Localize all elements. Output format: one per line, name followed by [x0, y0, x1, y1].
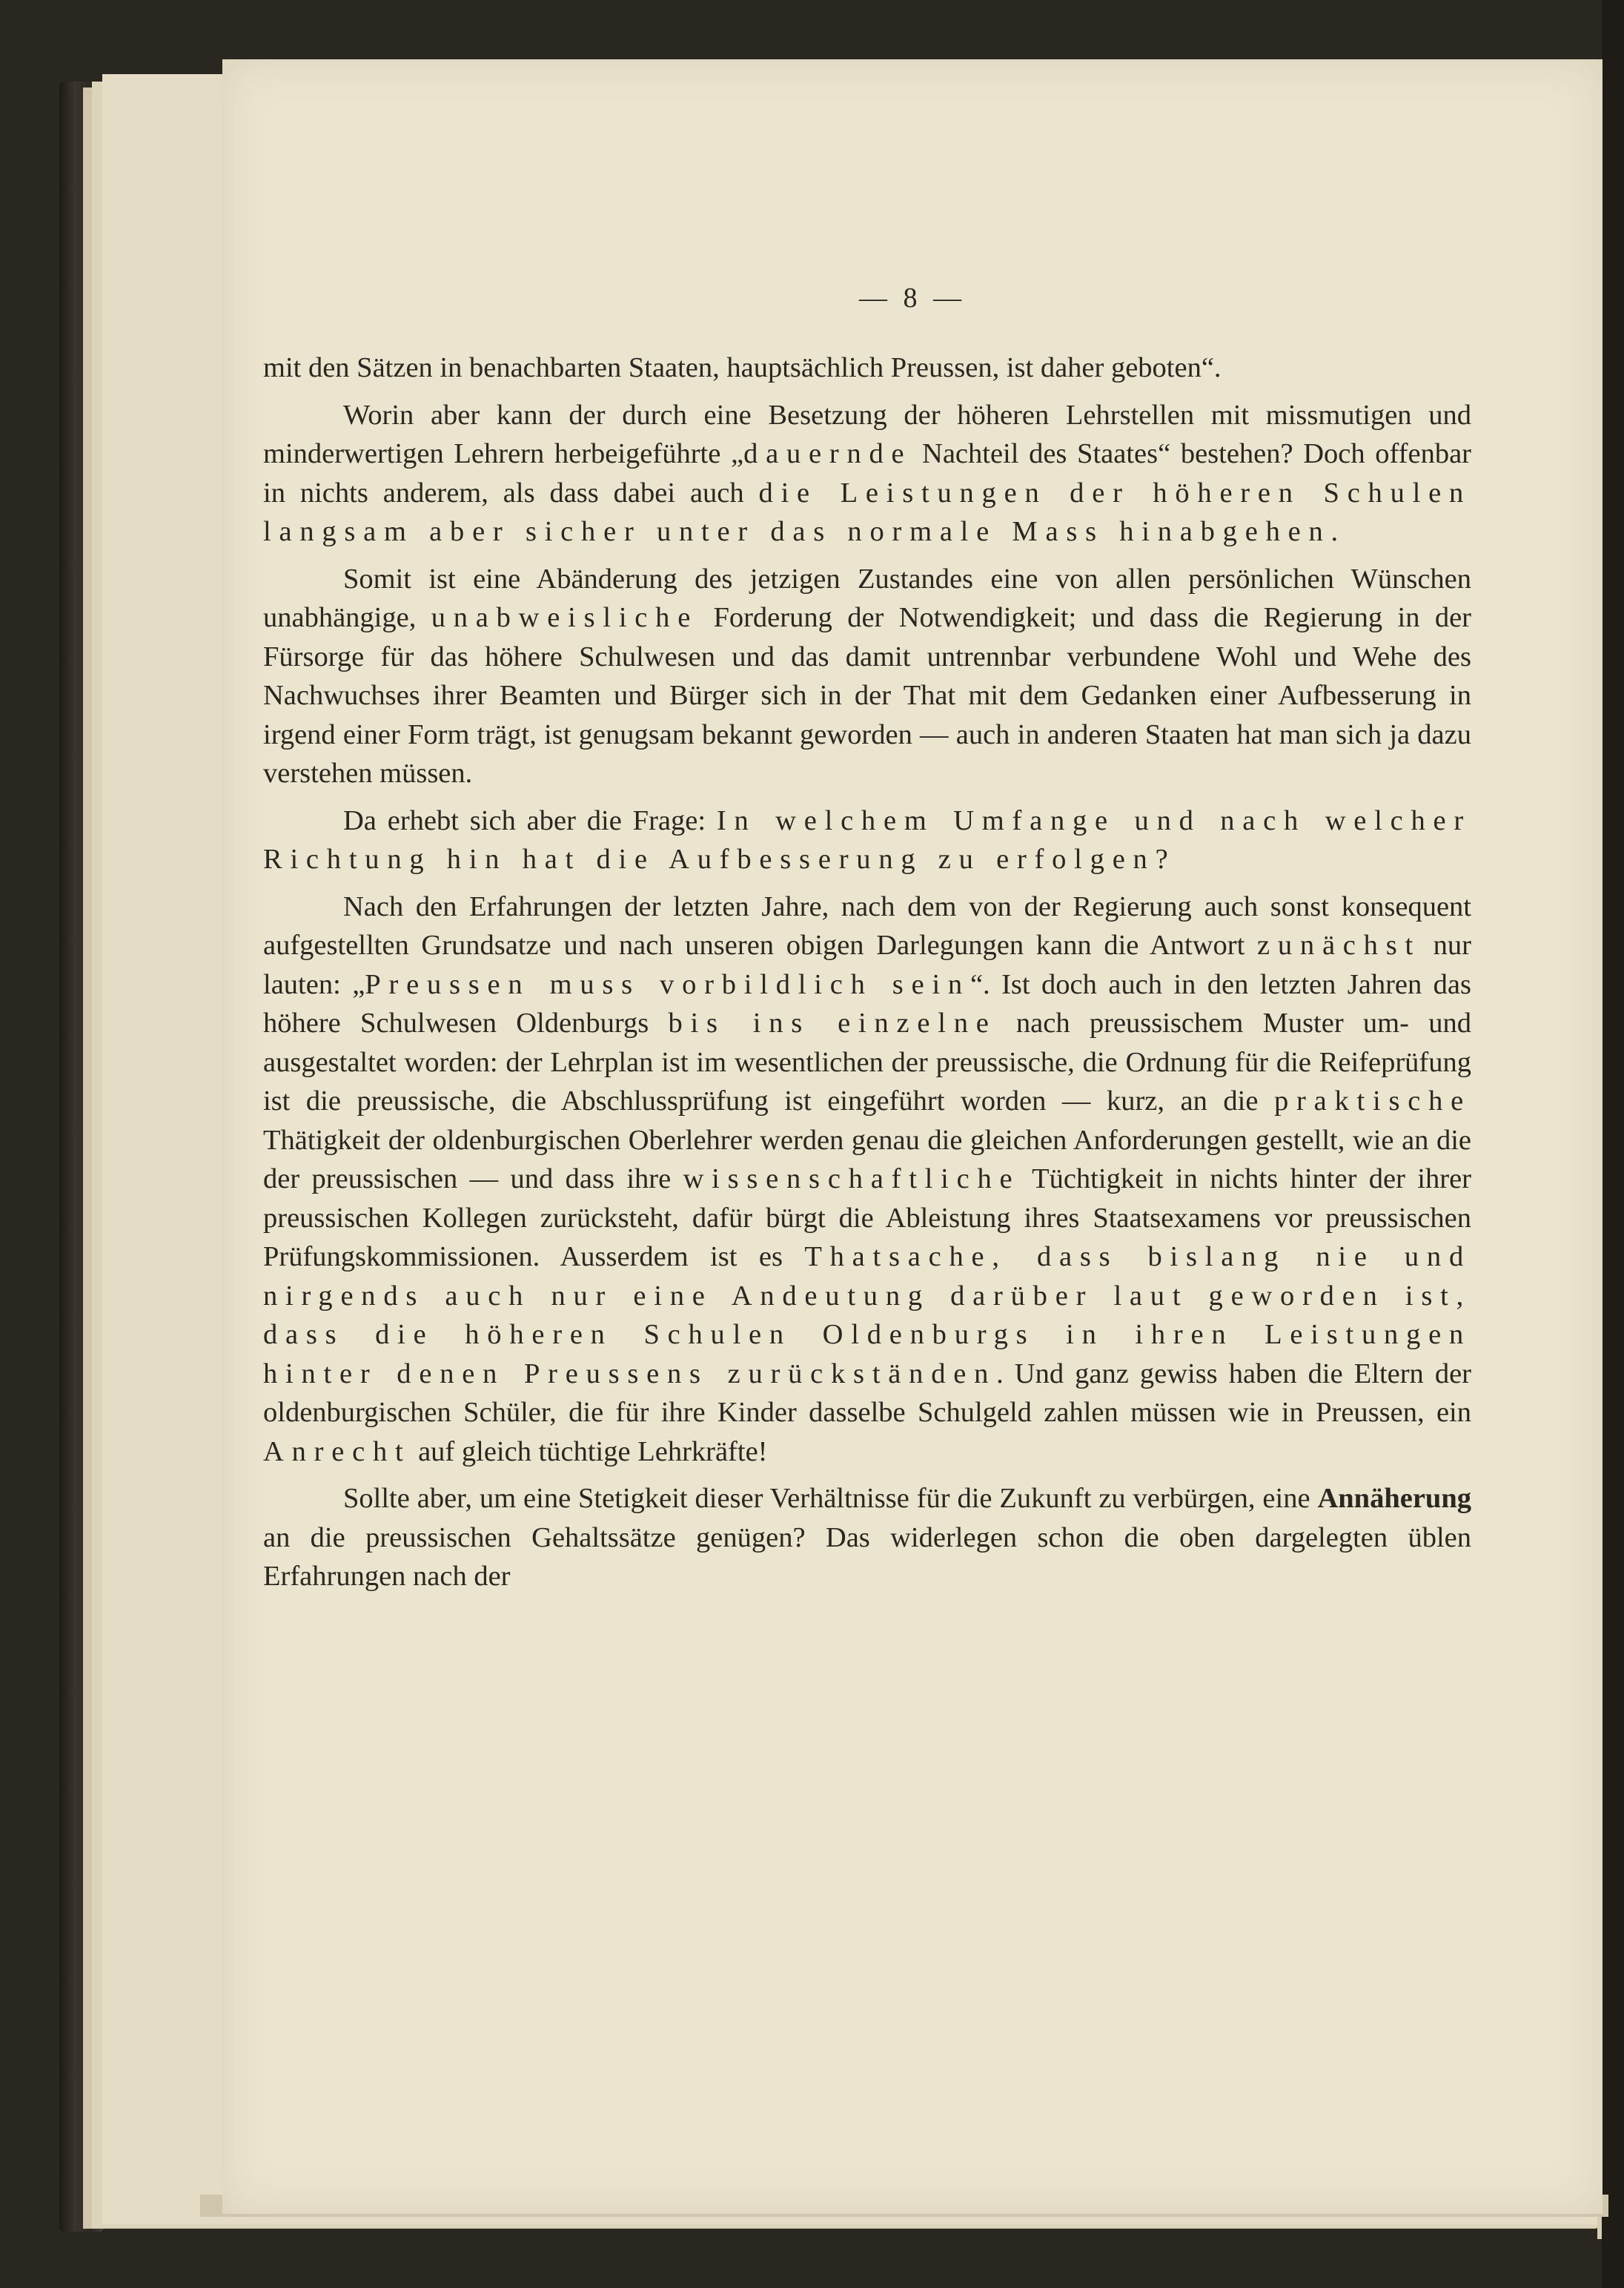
text-run: nur lauten: „	[263, 930, 1471, 1000]
text-run: Worin aber kann der durch eine Besetzung der höheren Lehrstellen mit missmutigen und minderwertigen Lehrern herbeigeführte „	[263, 399, 1471, 469]
text-run: . Und ganz gewiss haben die Eltern der oldenburgischen Schüler, die für ihre Kinder dasselbe Schulgeld zahlen müssen wie in Preussen, ein	[263, 1358, 1471, 1428]
emphasized-text: Thatsache, dass bislang nie und nirgends auch nur eine Andeutung darüber laut geworden ist, dass die höheren Schulen Oldenburgs in ihren Leistungen hinter denen Preussens zurückständen	[263, 1241, 1471, 1389]
text-run: Nach den Erfahrungen der letzten Jahre, nach dem von der Regierung auch sonst konsequent aufgestellten Grundsatze und nach unseren obigen Darlegungen kann die Antwort	[263, 890, 1471, 961]
emphasized-text: Anrecht	[263, 1435, 411, 1467]
paragraph	[263, 887, 1471, 1472]
text-run: .	[1330, 516, 1339, 547]
text-run: “. Ist doch auch in den letzten Jahren das höhere Schulwesen Oldenburgs	[263, 968, 1471, 1039]
text-run: Nachteil des Staates“ bestehen? Doch offenbar in nichts anderem, als dass dabei auch	[263, 438, 1471, 509]
paragraph	[263, 396, 1471, 552]
text-run: Sollte aber, um eine Stetigkeit dieser Verhältnisse für die Zukunft zu verbürgen, eine	[343, 1483, 1318, 1514]
text-run: Somit ist eine Abänderung des jetzigen Zustandes eine von allen persönlichen Wünschen unabhängige,	[263, 563, 1471, 633]
bold-text: Annäherung	[1317, 1483, 1471, 1514]
text-run: nach preussischem Muster um- und ausgestaltet worden: der Lehrplan ist im wesentlichen der preussische, die Ordnung für die Reifeprüfung ist die preussische, die Abschlussprüfung ist eingeführt worden — kurz, an die	[263, 1008, 1471, 1117]
text-run: Forderung der Notwendigkeit; und dass die Regierung in der Fürsorge für das höhere Schulwesen und das damit untrennbar verbundene Wohl und Wehe des Nachwuchses ihrer Beamten und Bürger sich in der That mit dem Gedanken einer Aufbesserung in irgend einer Form trägt, ist genugsam bekannt geworden — auch in anderen Staaten hat man sich ja dazu verstehen müssen.	[263, 602, 1471, 789]
text-run: mit den Sätzen in benachbarten Staaten, hauptsächlich Preussen, ist daher geboten“.	[263, 352, 1222, 383]
paragraph	[263, 801, 1471, 879]
emphasized-text: wissenschaftliche	[683, 1163, 1021, 1194]
paragraph	[263, 1479, 1471, 1596]
body-text	[263, 348, 1471, 1604]
emphasized-text: praktische	[1273, 1085, 1471, 1117]
text-run: Da erhebt sich aber die Frage:	[343, 804, 717, 836]
text-run: auf gleich tüchtige Lehrkräfte!	[411, 1435, 768, 1467]
emphasized-text: zunächst	[1257, 930, 1421, 961]
emphasized-text: Preussen muss vorbildlich sein	[365, 968, 970, 1000]
paragraph	[263, 348, 1471, 388]
page-number: — 8 —	[859, 282, 966, 314]
emphasized-text: In welchem Umfange und nach welcher Richtung hin hat die Aufbesserung zu erfolgen?	[263, 804, 1471, 875]
text-run: an die preussischen Gehaltssätze genügen? Das widerlegen schon die oben dargelegten üblen Erfahrungen nach der	[263, 1521, 1471, 1592]
emphasized-text: unabweisliche	[431, 602, 699, 633]
text-run: Thätigkeit der oldenburgischen Oberlehrer werden genau die gleichen Anforderungen gestellt, wie an die der preussischen — und dass ihre	[263, 1124, 1471, 1194]
emphasized-text: bis ins einzelne	[668, 1008, 997, 1039]
emphasized-text: dauernde	[743, 438, 912, 469]
paragraph	[263, 560, 1471, 793]
text-run: Tüchtigkeit in nichts hinter der ihrer preussischen Kollegen zurücksteht, dafür bürgt die Ableistung ihres Staatsexamens vor preussischen Prüfungskommissionen. Ausserdem ist es	[263, 1163, 1471, 1272]
emphasized-text: die Leistungen der höheren Schulen langsam aber sicher unter das normale Mass hinabgehen	[263, 477, 1471, 547]
scan-border-right	[1602, 0, 1624, 2288]
